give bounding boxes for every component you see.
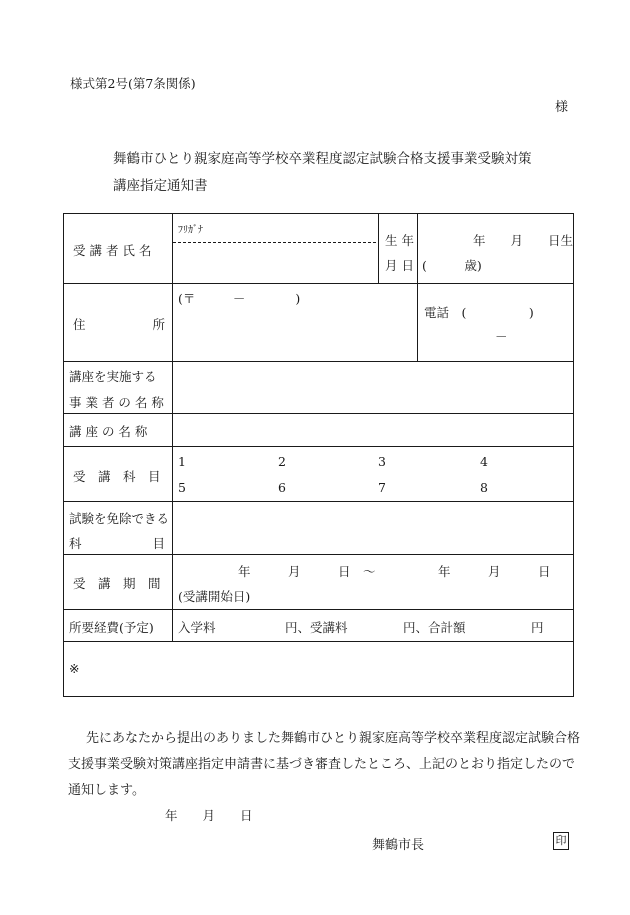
address-label-left: 住 xyxy=(73,317,86,332)
name-input-field[interactable] xyxy=(173,243,378,283)
birth-label-bottom: 月 日 xyxy=(385,258,414,273)
provider-label-line2: 事 業 者 の 名 称 xyxy=(69,395,164,410)
subject-number: 2 xyxy=(278,454,286,469)
mayor-title: 舞鶴市長 xyxy=(372,838,425,853)
address-label-right: 所 xyxy=(152,317,165,332)
course-name-field[interactable] xyxy=(173,414,573,446)
expense-yen-label: 円 xyxy=(531,620,544,635)
provider-label-line1: 講座を実施する xyxy=(69,369,157,384)
course-name-label: 講 座 の 名 称 xyxy=(69,424,148,439)
note-mark: ※ xyxy=(69,661,80,676)
document-title-line1: 舞鶴市ひとり親家庭高等学校卒業程度認定試験合格支援事業受験対策 xyxy=(113,151,532,167)
subject-number: 4 xyxy=(480,454,488,469)
subject-number: 5 xyxy=(178,480,186,495)
expense-label: 所要経費(予定) xyxy=(69,620,154,635)
expense-tuition-label: 円、受講料 xyxy=(285,620,348,635)
expense-total-label: 円、合計額 xyxy=(403,620,466,635)
address-label xyxy=(73,315,165,333)
exempt-label-right: 目 xyxy=(152,536,165,551)
birth-label-top: 生 年 xyxy=(385,233,414,248)
postal-code-field[interactable]: (〒 － ) xyxy=(178,291,301,306)
age-field[interactable]: ( 歳) xyxy=(422,258,482,273)
official-seal: 印 xyxy=(553,832,569,850)
provider-name-field[interactable] xyxy=(173,362,573,413)
exempt-subjects-label-line1: 試験を免除できる xyxy=(69,511,170,526)
phone-field[interactable]: 電話 ( ) xyxy=(424,305,534,320)
subject-number: 8 xyxy=(480,480,488,495)
subject-number: 1 xyxy=(178,454,186,469)
furigana-label: ﾌﾘｶﾞﾅ xyxy=(178,225,203,236)
phone-dash: － xyxy=(495,329,508,344)
expense-entrance-label: 入学料 xyxy=(178,620,216,635)
period-start-note: (受講開始日) xyxy=(178,589,251,604)
subject-number: 3 xyxy=(378,454,386,469)
birth-date-field[interactable]: 年 月 日生 xyxy=(473,233,574,248)
form-label: 様式第2号(第7条関係) xyxy=(70,76,196,91)
addressee-suffix: 様 xyxy=(555,100,569,115)
subject-number: 7 xyxy=(378,480,386,495)
period-label: 受 講 期 間 xyxy=(73,576,161,591)
notice-paragraph: 先にあなたから提出のありました舞鶴市ひとり親家庭高等学校卒業程度認定試験合格支援事業受験対策講座指定申請書に基づき審査したところ、上記のとおり指定したので通知します。 xyxy=(68,731,581,798)
subject-number: 6 xyxy=(278,480,286,495)
issue-date: 年 月 日 xyxy=(165,808,253,823)
subjects-label: 受 講 科 目 xyxy=(73,469,161,484)
exempt-subjects-label-line2 xyxy=(69,534,165,552)
document-title-line2: 講座指定通知書 xyxy=(113,178,208,194)
exempt-subjects-field[interactable] xyxy=(173,502,573,554)
name-label: 受 講 者 氏 名 xyxy=(73,243,152,258)
period-dates-field[interactable]: 年 月 日 ～ 年 月 日 xyxy=(238,564,551,579)
exempt-label-left: 科 xyxy=(69,536,82,551)
application-table xyxy=(63,213,574,697)
